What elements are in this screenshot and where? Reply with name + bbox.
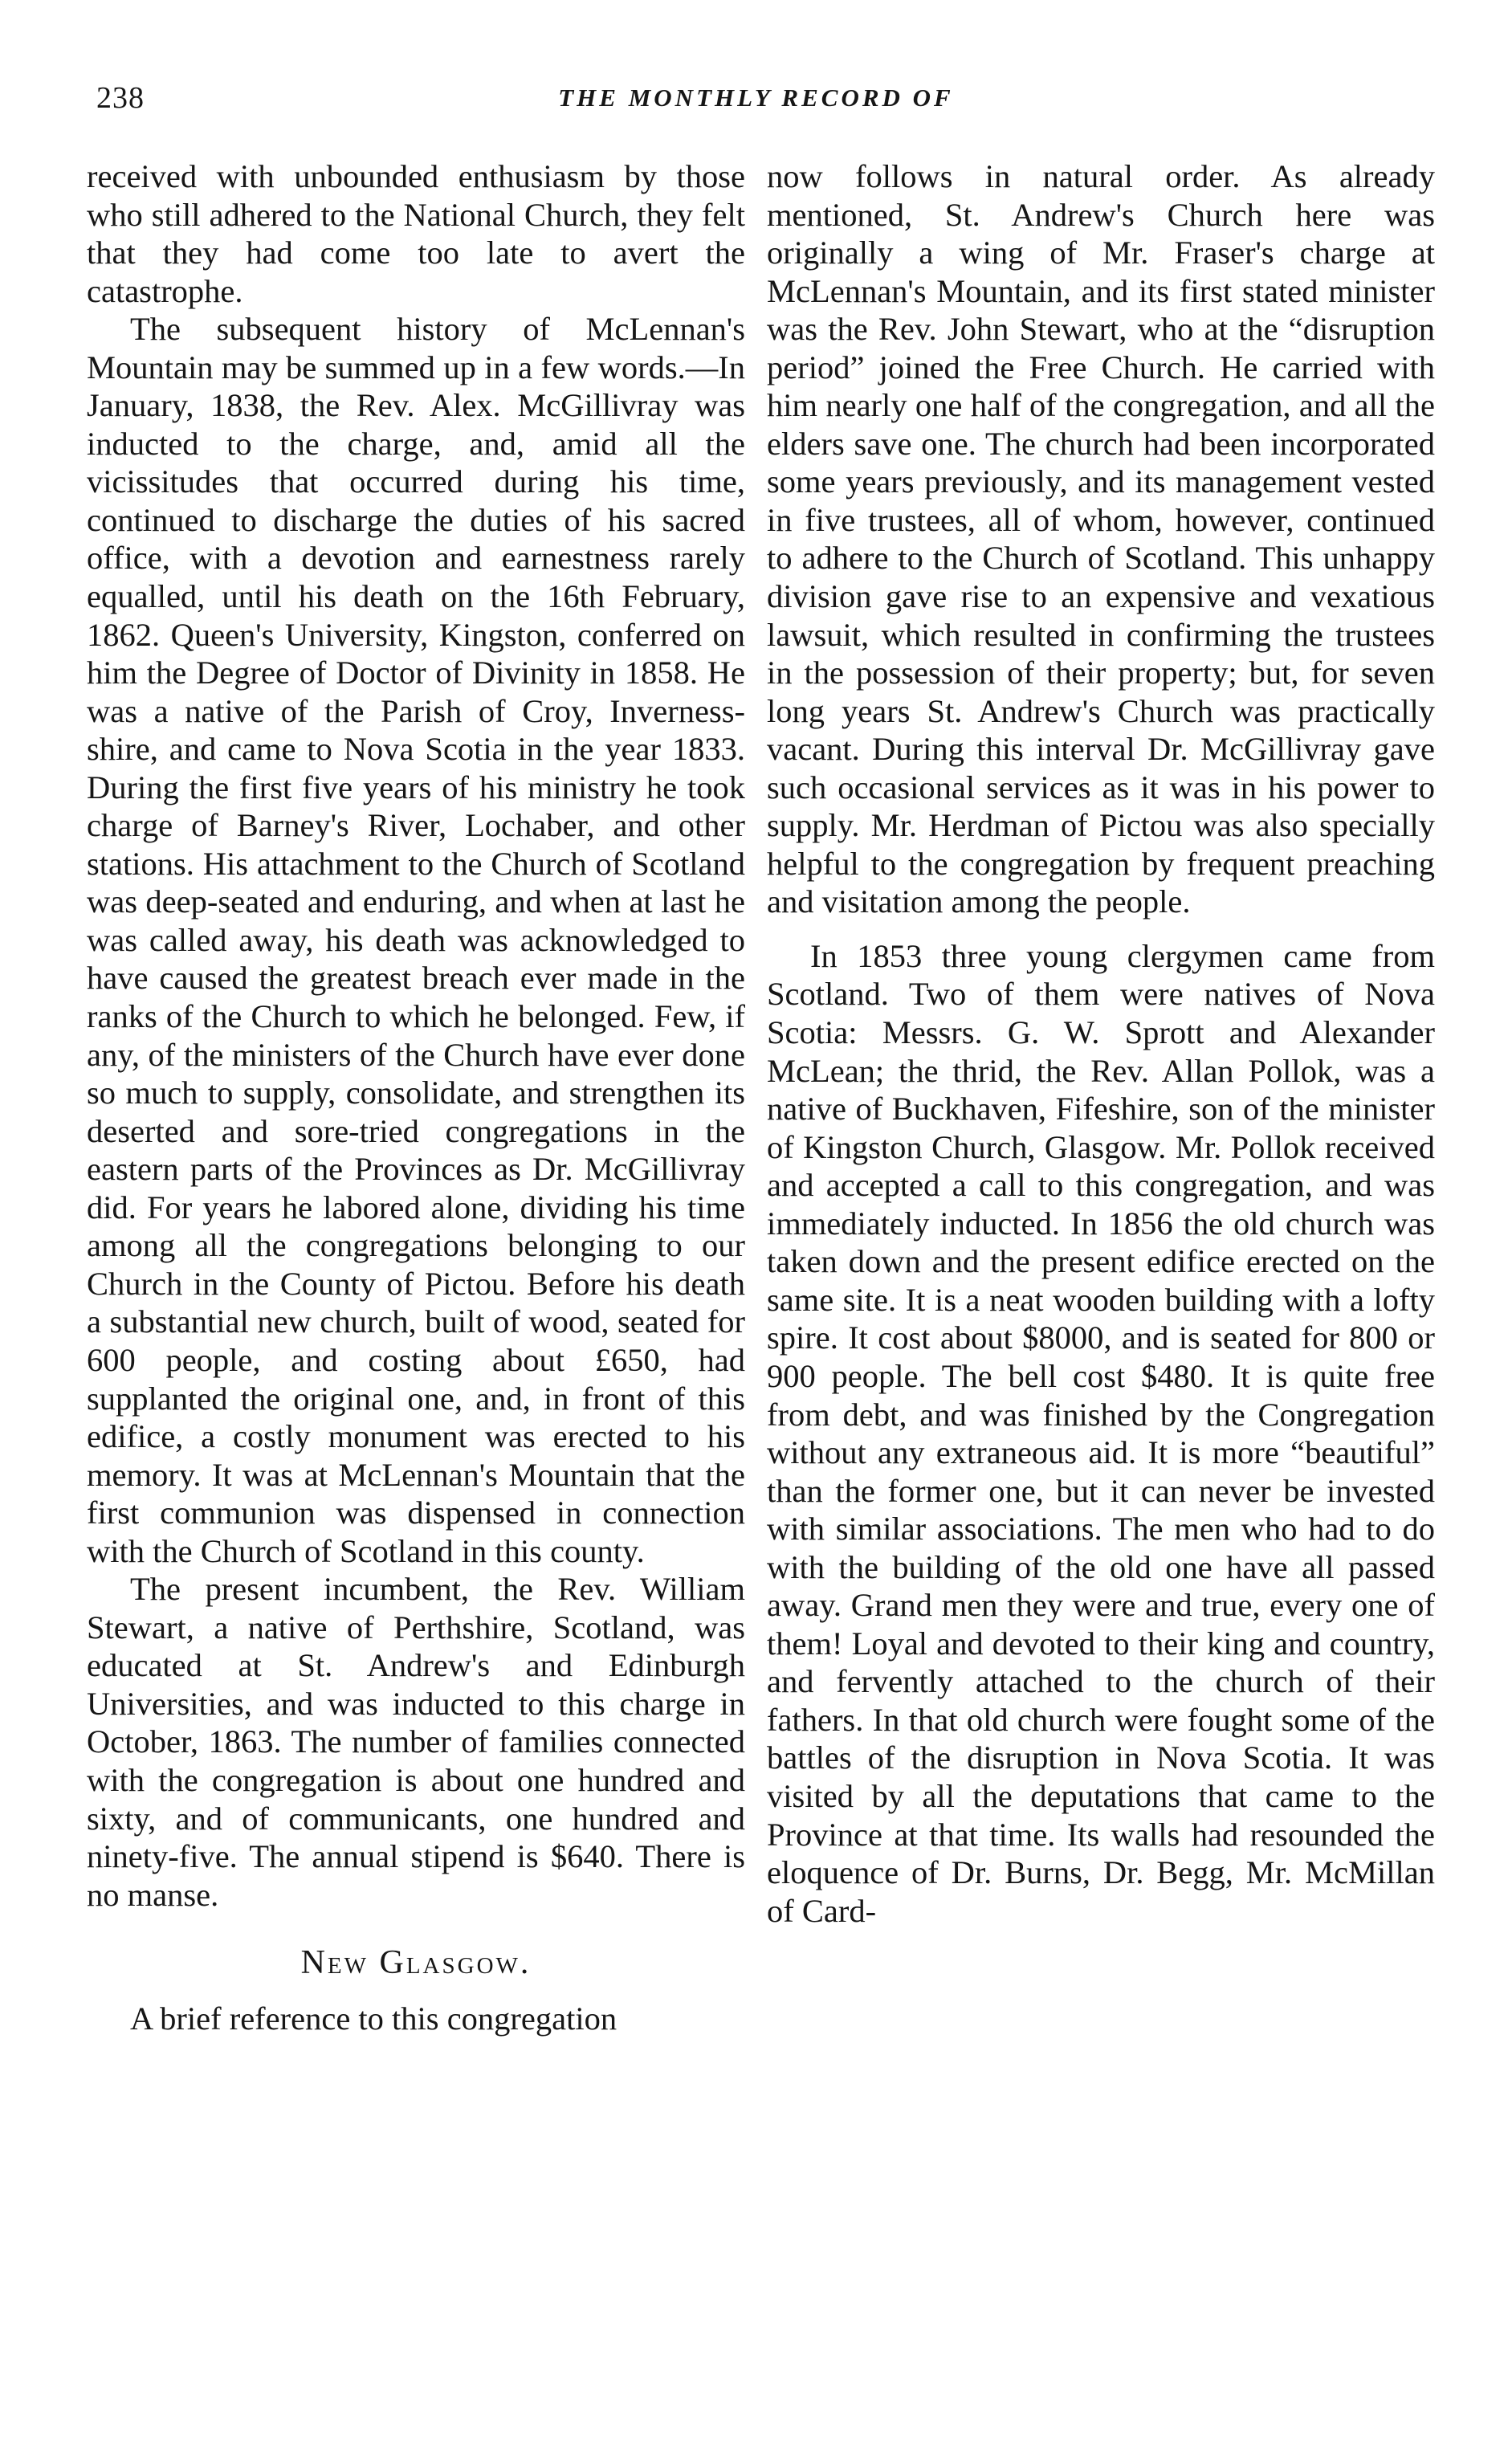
right-paragraph-1: now follows in natural order. As already mentioned, St. Andrew's Church here was originally a wing of Mr. Fraser's charge at McLennan's Mountain, and its first stated minister was the Rev. John Stewart, who at the “disruption period” joined the Free Church. He carried with him nearly one half of the congregation, and all the elders save one. The church had been incorporated some years previously, and its management vested in five trustees, all of whom, however, continued to adhere to the Church of Scotland. This unhappy division gave rise to an expensive and vexatious lawsuit, which resulted in confirming the trustees in the possession of their property; but, for seven long years St. Andrew's Church was practically vacant. During this interval Dr. McGillivray gave such occasional services as it was in his power to supply. Mr. Herdman of Pictou was also specially helpful to the congregation by frequent preaching and visitation among the people. [767,158,1435,920]
right-column [767,157,1435,1930]
left-paragraph-4: A brief reference to this congregation [130,2000,617,2037]
left-paragraph-2: The subsequent history of McLennan's Mountain may be summed up in a few words.—In January, 1838, the Rev. Alex. McGillivray was inducted to the charge, and, amid all the vicissitudes that occurred during his time, continued to discharge the duties of his sacred office, with a devotion and earnestness rarely equalled, until his death on the 16th February, 1862. Queen's University, Kingston, conferred on him the Degree of Doctor of Divinity in 1858. He was a native of the Parish of Croy, Inverness-shire, and came to Nova Scotia in the year 1833. During the first five years of his ministry he took charge of Barney's River, Lochaber, and other stations. His attachment to the Church of Scotland was deep-seated and enduring, and when at last he was called away, his death was acknowledged to have caused the greatest breach ever made in the ranks of the Church to which he belonged. Few, if any, of the ministers of the Church have ever done so much to supply, consolidate, and strengthen its deserted and sore-tried congregations in the eastern parts of the Provinces as Dr. McGillivray did. For years he labored alone, dividing his time among all the congregations belonging to our Church in the County of Pictou. Before his death a substantial new church, built of wood, seated for 600 people, and costing about £650, had supplanted the original one, and, in front of this edifice, a costly monument was erected to his memory. It was at McLennan's Mountain that the first communion was dispensed in connection with the Church of Scotland in this county. [87,311,745,1569]
right-paragraph-2: In 1853 three young clergymen came from Scotland. Two of them were natives of Nova Scotia: Messrs. G. W. Sprott and Alexander McLean; the thrid, the Rev. Allan Pollok, was a native of Buckhaven, Fifeshire, son of the minister of Kingston Church, Glasgow. Mr. Pollok received and accepted a call to this congregation, and was immediately inducted. In 1856 the old church was taken down and the present edifice erected on the same site. It is a neat wooden building with a lofty spire. It cost about $8000, and is seated for 800 or 900 people. The bell cost $480. It is quite free from debt, and was finished by the Congregation without any extraneous aid. It is more “beautiful” than the former one, but it can never be invested with similar associations. The men who had to do with the building of the old one have all passed away. Grand men they were and true, every one of them! Loyal and devoted to their king and country, and fervently attached to the church of their fathers. In that old church were fought some of the battles of the disruption in Nova Scotia. It was visited by all the deputations that came to the Province at that time. Its walls had resounded the eloquence of Dr. Burns, Dr. Begg, Mr. McMillan of Card- [767,937,1435,1929]
page-number: 238 [96,81,145,115]
left-paragraph-1: received with unbounded enthusiasm by those who still adhered to the National Church, they felt that they had come too late to avert the catastrophe. [87,158,745,309]
section-heading-new-glasgow: New Glasgow. [300,1944,532,1982]
running-title: THE MONTHLY RECORD OF [558,84,954,112]
left-paragraph-3: The present incumbent, the Rev. William Stewart, a native of Perthshire, Scotland, was educated at St. Andrew's and Edinburgh Universities, and was inducted to this charge in October, 1863. The number of families connected with the congregation is about one hundred and sixty, and of communicants, one hundred and ninety-five. The annual stipend is $640. There is no manse. [87,1571,745,1913]
left-column [87,157,745,2038]
